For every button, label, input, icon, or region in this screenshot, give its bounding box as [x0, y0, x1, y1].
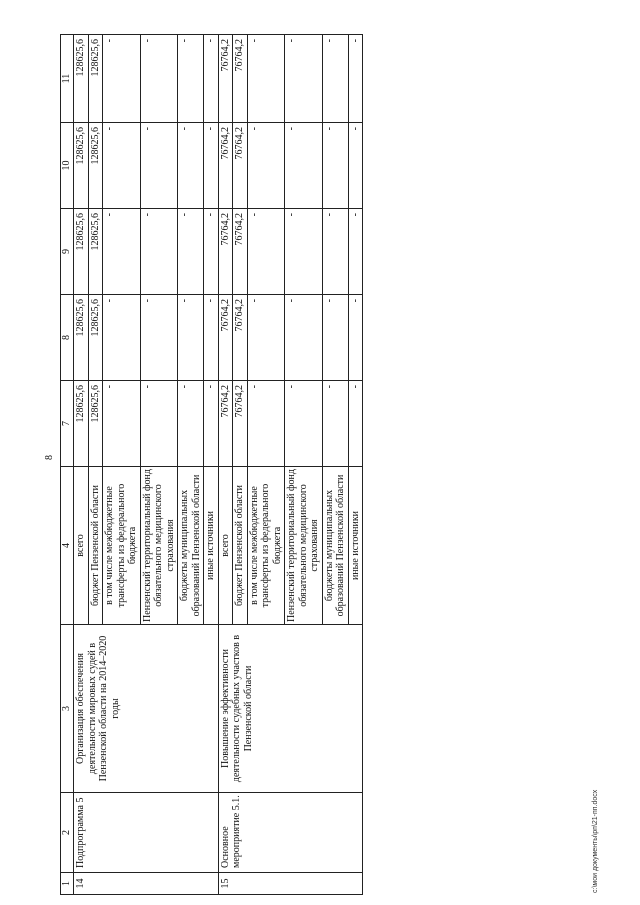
- value-cell: -: [247, 295, 285, 381]
- value-cell: 76764,2: [233, 123, 248, 209]
- value-cell: -: [204, 35, 219, 123]
- value-cell: -: [247, 209, 285, 295]
- value-cell: 76764,2: [233, 209, 248, 295]
- source-label: бюджет Пензенской области: [88, 467, 103, 625]
- value-cell: -: [322, 381, 348, 467]
- value-cell: -: [140, 209, 178, 295]
- source-label: Пензенский территориальный фонд обязательного медицинского страхования: [140, 467, 178, 625]
- value-cell: 76764,2: [233, 295, 248, 381]
- source-label: Пензенский территориальный фонд обязательного медицинского страхования: [285, 467, 323, 625]
- source-label: всего: [218, 467, 233, 625]
- table-header: [61, 35, 74, 895]
- value-cell: -: [247, 123, 285, 209]
- table-body: [74, 35, 363, 895]
- value-cell: -: [103, 209, 141, 295]
- value-cell: -: [140, 123, 178, 209]
- value-cell: -: [178, 35, 204, 123]
- value-cell: -: [140, 35, 178, 123]
- value-cell: -: [322, 209, 348, 295]
- value-cell: -: [285, 295, 323, 381]
- value-cell: 128625,6: [88, 295, 103, 381]
- value-cell: -: [103, 381, 141, 467]
- value-cell: -: [178, 209, 204, 295]
- value-cell: -: [204, 295, 219, 381]
- table-row: [218, 35, 233, 895]
- value-cell: 128625,6: [74, 209, 89, 295]
- column-header: 10: [61, 123, 74, 209]
- value-cell: -: [178, 381, 204, 467]
- source-label: иные источники: [204, 467, 219, 625]
- value-cell: -: [247, 381, 285, 467]
- page-number: 8: [44, 455, 55, 460]
- column-header: 2: [61, 793, 74, 873]
- value-cell: -: [348, 123, 363, 209]
- value-cell: -: [140, 295, 178, 381]
- value-cell: 76764,2: [218, 35, 233, 123]
- column-header: 7: [61, 381, 74, 467]
- value-cell: 76764,2: [233, 35, 248, 123]
- budget-table: [60, 34, 363, 895]
- value-cell: 128625,6: [88, 123, 103, 209]
- value-cell: -: [204, 381, 219, 467]
- value-cell: -: [348, 35, 363, 123]
- value-cell: 76764,2: [218, 295, 233, 381]
- value-cell: 128625,6: [88, 35, 103, 123]
- value-cell: -: [348, 381, 363, 467]
- value-cell: -: [103, 295, 141, 381]
- program-name: Основное мероприятие 5.1.: [218, 793, 363, 873]
- value-cell: 128625,6: [74, 35, 89, 123]
- value-cell: -: [103, 123, 141, 209]
- row-number: 14: [74, 873, 219, 895]
- column-header: 4: [61, 467, 74, 625]
- value-cell: -: [322, 123, 348, 209]
- value-cell: 76764,2: [218, 381, 233, 467]
- value-cell: -: [247, 35, 285, 123]
- row-number: 15: [218, 873, 363, 895]
- file-path-footer: c:\мои документы\рп\21-пп.docx: [592, 789, 599, 893]
- table-row: [74, 35, 89, 895]
- value-cell: -: [204, 209, 219, 295]
- source-label: в том числе межбюджетные трансферты из федерального бюджета: [103, 467, 141, 625]
- value-cell: -: [348, 295, 363, 381]
- value-cell: 128625,6: [88, 209, 103, 295]
- value-cell: -: [322, 35, 348, 123]
- value-cell: -: [322, 295, 348, 381]
- value-cell: 76764,2: [233, 381, 248, 467]
- value-cell: 128625,6: [88, 381, 103, 467]
- column-header: 3: [61, 625, 74, 793]
- value-cell: -: [178, 123, 204, 209]
- value-cell: -: [285, 35, 323, 123]
- value-cell: -: [285, 123, 323, 209]
- source-label: бюджеты муниципальных образований Пензенской области: [178, 467, 204, 625]
- program-name: Подпрограмма 5: [74, 793, 219, 873]
- source-label: иные источники: [348, 467, 363, 625]
- value-cell: -: [285, 209, 323, 295]
- value-cell: 128625,6: [74, 123, 89, 209]
- source-label: бюджеты муниципальных образований Пензенской области: [322, 467, 348, 625]
- value-cell: 128625,6: [74, 295, 89, 381]
- value-cell: -: [285, 381, 323, 467]
- source-label: бюджет Пензенской области: [233, 467, 248, 625]
- source-label: в том числе межбюджетные трансферты из федерального бюджета: [247, 467, 285, 625]
- value-cell: -: [204, 123, 219, 209]
- value-cell: -: [178, 295, 204, 381]
- value-cell: 128625,6: [74, 381, 89, 467]
- value-cell: 76764,2: [218, 123, 233, 209]
- value-cell: -: [140, 381, 178, 467]
- value-cell: 76764,2: [218, 209, 233, 295]
- column-header: 1: [61, 873, 74, 895]
- value-cell: -: [103, 35, 141, 123]
- program-description: Организация обеспечения деятельности мировых судей в Пензенской области на 2014–2020 годы: [74, 625, 219, 793]
- column-header: 11: [61, 35, 74, 123]
- column-header: 8: [61, 295, 74, 381]
- program-description: Повышение эффективности деятельности судебных участков в Пензенской области: [218, 625, 363, 793]
- source-label: всего: [74, 467, 89, 625]
- value-cell: -: [348, 209, 363, 295]
- column-header: 9: [61, 209, 74, 295]
